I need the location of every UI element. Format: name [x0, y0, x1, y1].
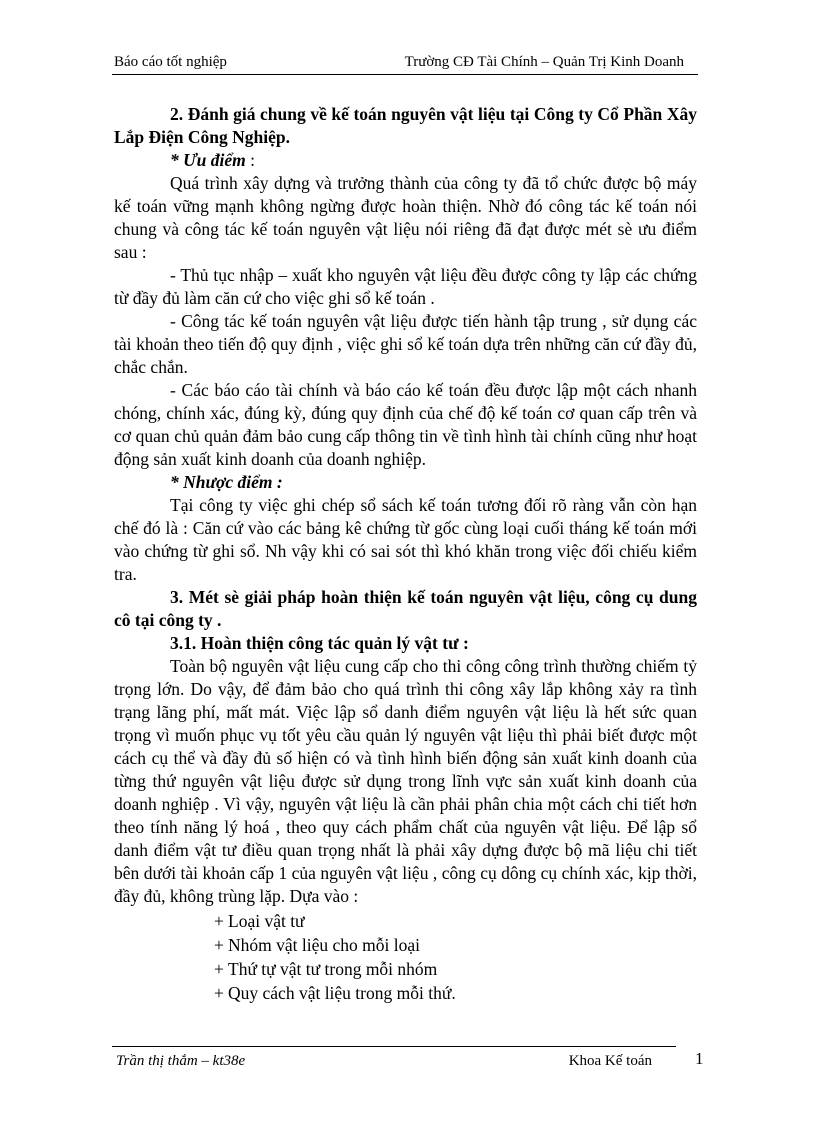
list-item — [214, 957, 697, 981]
page-content — [114, 103, 697, 1005]
section-2-heading: 2. Đánh giá chung về kế toán nguyên vật liệu tại Công ty Cổ Phần Xây Lắp Điện Công Nghiệp. — [114, 104, 697, 147]
plus-marker: + — [214, 935, 224, 955]
list-item — [214, 981, 697, 1005]
list-item-text: Quy cách vật liệu trong mỗi thứ. — [228, 983, 456, 1003]
list-item-text: Loại vật tư — [228, 911, 305, 931]
plus-marker: + — [214, 959, 224, 979]
header-report-title: Báo cáo tốt nghiệp — [114, 54, 227, 70]
section-3-1-heading: 3.1. Hoàn thiện công tác quản lý vật tư : — [170, 633, 469, 653]
advantage-point-1: - Thủ tục nhập – xuất kho nguyên vật liệu đều được công ty lập các chứng từ đầy đủ làm căn cứ cho việc ghi sổ kế toán . — [114, 265, 697, 308]
header-school-name: Trường CĐ Tài Chính – Quản Trị Kinh Doanh — [404, 54, 684, 70]
section-3-heading: 3. Mét sè giải pháp hoàn thiện kế toán nguyên vật liệu, công cụ dung cô tại công ty . — [114, 587, 697, 630]
footer-department: Khoa Kế toán — [568, 1053, 652, 1069]
page-number: 1 — [695, 1049, 704, 1068]
list-item-text: Nhóm vật liệu cho mỗi loại — [228, 935, 420, 955]
criteria-list — [114, 909, 697, 1005]
plus-marker: + — [214, 911, 224, 931]
advantage-point-3: - Các báo cáo tài chính và báo cáo kế toán đều được lập một cách nhanh chóng, chính xác, đúng kỳ, đúng quy định của chế độ kế toán cơ quan cấp trên và cơ quan chủ quản đảm bảo cung cấp thông tin về tình hình tài chính cũng như hoạt động sản xuất kinh doanh của doanh nghiệp. — [114, 380, 697, 469]
advantages-heading — [114, 149, 697, 172]
list-item-text: Thứ tự vật tư trong mỗi nhóm — [228, 959, 438, 979]
page-footer — [112, 1046, 676, 1069]
plus-marker: + — [214, 983, 224, 1003]
advantages-colon: : — [245, 150, 256, 170]
advantages-label: * Ưu điểm — [170, 150, 246, 170]
section-3-1-body: Toàn bộ nguyên vật liệu cung cấp cho thi công công trình thường chiếm tỷ trọng lớn. Do vậy, để đảm bảo cho quá trình thi công xây lắp không xảy ra tình trạng lãng phí, mất mát. Việc lập sổ danh điểm nguyên vật liệu là hết sức quan trọng vì muốn phục vụ tốt yêu cầu quản lý nguyên vật liệu thì phải biết được một cách cụ thể và đầy đủ số hiện có và tình hình biến động sản xuất kinh doanh của từng thứ nguyên vật liệu được sử dụng trong lĩnh vực sản xuất kinh doanh của doanh nghiệp . Vì vậy, nguyên vật liệu là cần phải phân chia một cách chi tiết hơn theo tính năng lý hoá , theo quy cách phẩm chất của nguyên vật liệu. Để lập sổ danh điểm vật tư điều quan trọng nhất là phải xây dựng được bộ mã liệu chi tiết bên dưới tài khoản cấp 1 của nguyên vật liệu , công cụ dông cụ chính xác, kịp thời, đầy đủ, không trùng lặp. Dựa vào : — [114, 656, 697, 906]
footer-author: Trần thị thắm – kt38e — [116, 1053, 246, 1069]
disadvantages-text: Tại công ty việc ghi chép sổ sách kế toán tương đối rõ ràng vẫn còn hạn chế đó là : Căn cứ vào các bảng kê chứng từ gốc cùng loại cuối tháng kế toán mới vào chứng từ ghi sổ. Nh vậy khi có sai sót thì khó khăn trong việc đối chiếu kiểm tra. — [114, 495, 697, 584]
page-header — [112, 50, 698, 75]
disadvantages-heading: * Nhược điểm : — [170, 472, 283, 492]
advantage-point-2: - Công tác kế toán nguyên vật liệu được tiến hành tập trung , sử dụng các tài khoản theo tiến độ quy định , việc ghi sổ kế toán dựa trên những căn cứ đầy đủ, chắc chắn. — [114, 311, 697, 377]
list-item — [214, 933, 697, 957]
advantages-intro: Quá trình xây dựng và trưởng thành của công ty đã tổ chức được bộ máy kế toán vững mạnh không ngừng được hoàn thiện. Nhờ đó công tác kế toán nói chung và công tác kế toán nguyên vật liệu nói riêng đã đạt được mét sè ưu điểm sau : — [114, 173, 697, 262]
list-item — [214, 909, 697, 933]
